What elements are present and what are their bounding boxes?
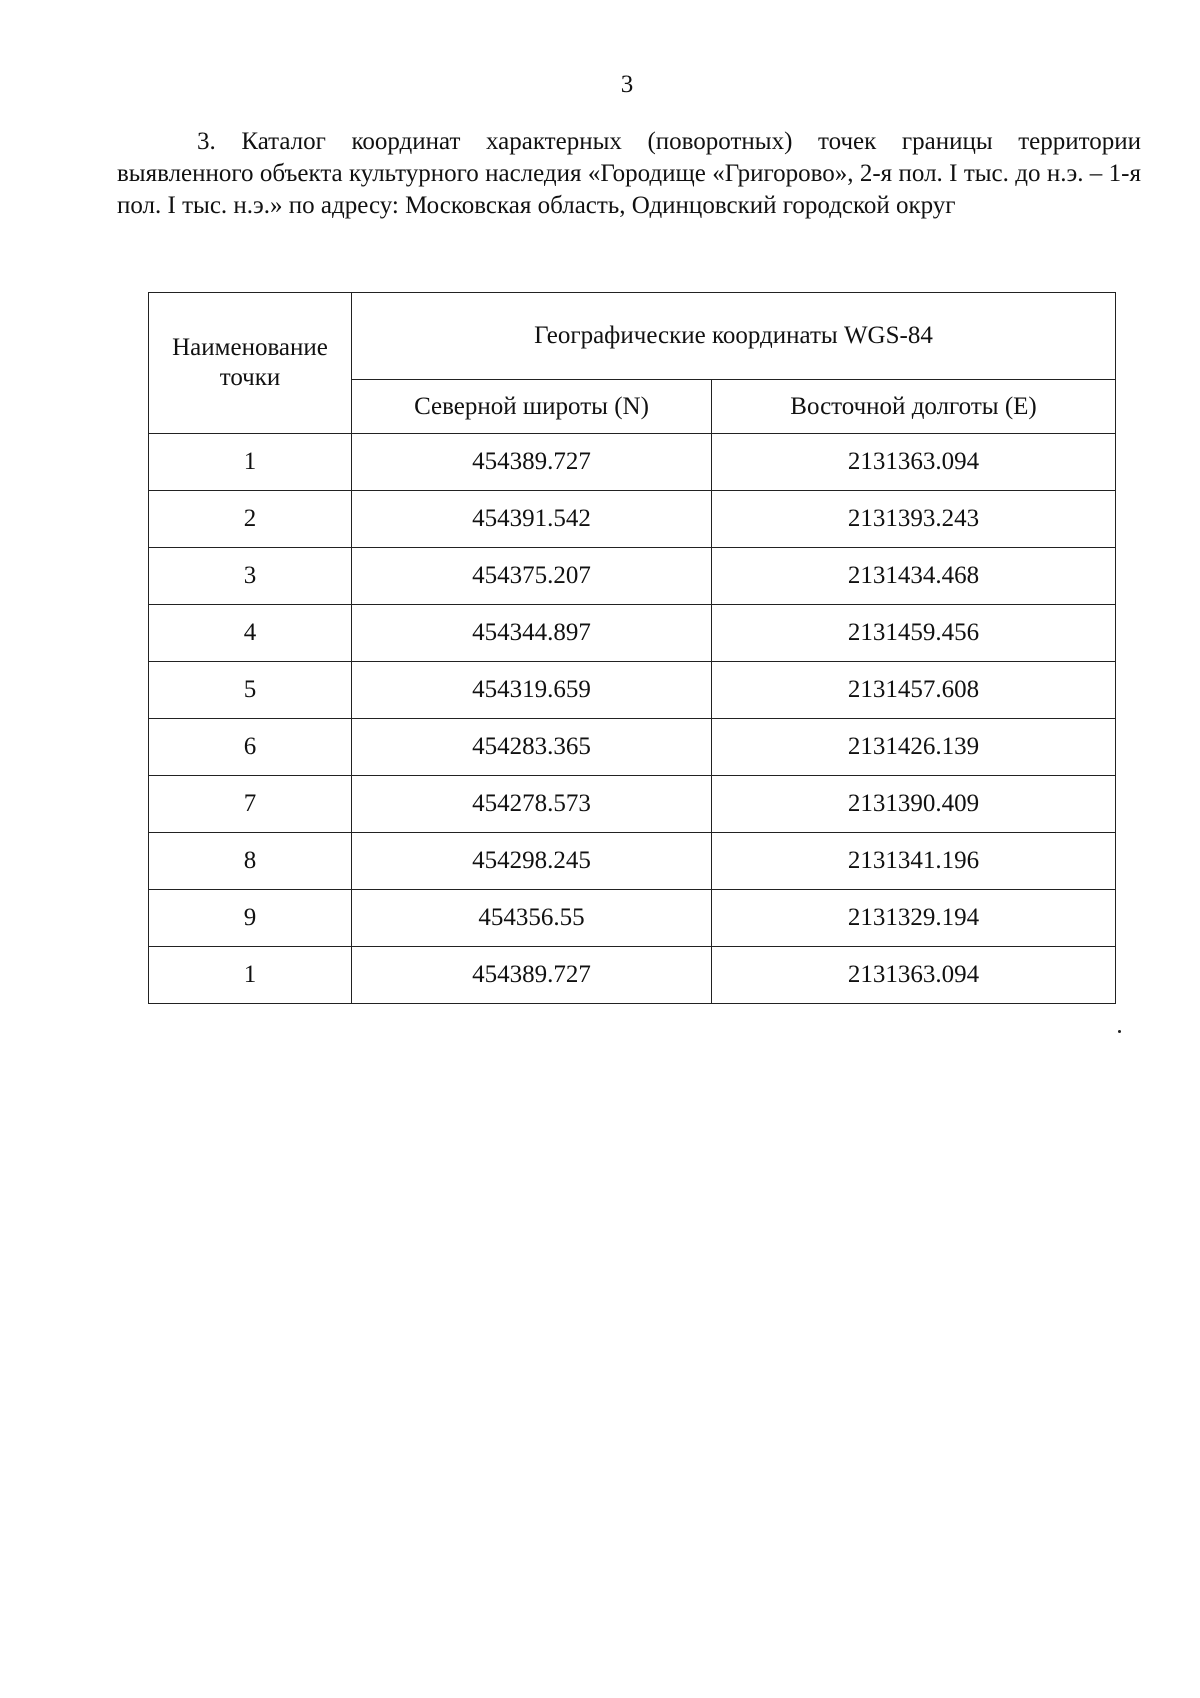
cell-east: 2131363.094: [712, 947, 1116, 1004]
cell-east: 2131459.456: [712, 605, 1116, 662]
cell-east: 2131363.094: [712, 434, 1116, 491]
cell-north: 454375.207: [352, 548, 712, 605]
cell-east: 2131390.409: [712, 776, 1116, 833]
cell-point: 6: [149, 719, 352, 776]
cell-point: 2: [149, 491, 352, 548]
cell-point: 5: [149, 662, 352, 719]
table-row: [149, 833, 1116, 890]
table-row: [149, 947, 1116, 1004]
table-row: [149, 719, 1116, 776]
cell-east: 2131329.194: [712, 890, 1116, 947]
cell-point: 1: [149, 947, 352, 1004]
coordinates-table: [148, 292, 1116, 1004]
header-north-latitude: Северной широты (N): [352, 380, 712, 434]
intro-paragraph: 3. Каталог координат характерных (поворотных) точек границы территории выявленного объекта культурного наследия «Городище «Григорово», 2-я пол. I тыс. до н.э. – 1-я пол. I тыс. н.э.» по адресу: Московская область, Одинцовский городской округ: [117, 128, 1141, 219]
cell-north: 454389.727: [352, 947, 712, 1004]
cell-east: 2131426.139: [712, 719, 1116, 776]
table-row: [149, 491, 1116, 548]
table-row: [149, 434, 1116, 491]
trailing-dot-mark: [1118, 1030, 1121, 1033]
table-row: [149, 890, 1116, 947]
cell-north: 454391.542: [352, 491, 712, 548]
cell-point: 9: [149, 890, 352, 947]
table-row: [149, 548, 1116, 605]
header-coordinates-group: Географические координаты WGS-84: [352, 293, 1116, 380]
cell-north: 454278.573: [352, 776, 712, 833]
header-point-name: Наименование точки: [149, 293, 352, 434]
cell-east: 2131434.468: [712, 548, 1116, 605]
cell-east: 2131341.196: [712, 833, 1116, 890]
cell-east: 2131457.608: [712, 662, 1116, 719]
cell-point: 1: [149, 434, 352, 491]
cell-north: 454283.365: [352, 719, 712, 776]
cell-point: 3: [149, 548, 352, 605]
table-header-row: [149, 293, 1116, 380]
cell-north: 454319.659: [352, 662, 712, 719]
cell-north: 454356.55: [352, 890, 712, 947]
header-east-longitude: Восточной долготы (E): [712, 380, 1116, 434]
cell-north: 454344.897: [352, 605, 712, 662]
table-row: [149, 776, 1116, 833]
cell-north: 454298.245: [352, 833, 712, 890]
page-number: 3: [620, 71, 634, 98]
table-row: [149, 662, 1116, 719]
cell-point: 4: [149, 605, 352, 662]
cell-point: 8: [149, 833, 352, 890]
table-row: [149, 605, 1116, 662]
cell-north: 454389.727: [352, 434, 712, 491]
cell-east: 2131393.243: [712, 491, 1116, 548]
cell-point: 7: [149, 776, 352, 833]
